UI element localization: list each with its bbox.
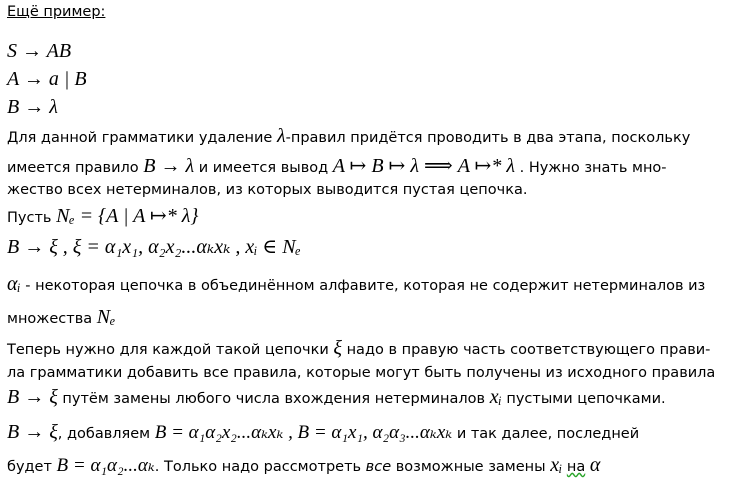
xi-math: ξ — [333, 337, 342, 359]
alpha-i-math: αᵢ — [7, 273, 21, 295]
para1-line3 — [7, 182, 527, 198]
para2-text-d: путём замены любого числа вхождения нетерминалов — [62, 391, 486, 407]
para1-derivation-math: A ↦ B ↦ λ ⟹ A ↦* λ — [332, 155, 515, 177]
xi-line — [7, 234, 301, 259]
rule-1 — [7, 40, 71, 63]
para1-lambda: λ — [276, 125, 286, 147]
let-word: Пусть — [7, 210, 52, 226]
final-formula-1: B = α₁α₂x₂...αₖxₖ , — [154, 422, 293, 443]
last-alpha-math: α — [589, 454, 601, 476]
rule-1-math: S → AB — [7, 40, 72, 62]
para2-line2 — [7, 365, 715, 381]
heading — [7, 4, 105, 20]
rule-2-math: A → a | B — [7, 68, 87, 90]
rule-3 — [7, 96, 58, 119]
ne-math: Nₑ — [96, 306, 116, 328]
alpha-line — [7, 273, 705, 296]
para1-text-c: имеется правило — [7, 160, 139, 176]
last-text-c: возможные замены — [395, 459, 546, 475]
para2-text-c: ла грамматики добавить все правила, которые могут быть получены из исходного правила — [7, 365, 716, 381]
para2-text-b: надо в правую часть соответствующего прави- — [346, 342, 711, 358]
ne-set-math: Nₑ = {A | A ↦* λ} — [56, 205, 199, 227]
para2-line1 — [7, 337, 710, 360]
para1-rule-math: B → λ — [143, 155, 195, 177]
para2-text-e: пустыми цепочками. — [506, 391, 666, 407]
last-text-d: на — [566, 459, 586, 475]
b-to-xi-math: B → ξ — [7, 386, 58, 408]
last-formula: B = α₁α₂...αₖ — [56, 455, 155, 476]
set-text: множества — [7, 311, 93, 327]
para2-line3 — [7, 386, 666, 409]
para1-text-d: и имеется вывод — [198, 160, 329, 176]
final-rule-math: B → ξ — [7, 421, 58, 443]
last-text-b: . Только надо рассмотреть — [154, 459, 362, 475]
let-line — [7, 203, 198, 228]
para1-text-b: -правил придётся проводить в два этапа, поскольку — [285, 130, 691, 146]
rule-2 — [7, 68, 87, 91]
para1-text-a: Для данной грамматики удаление — [7, 130, 273, 146]
para1-text-f: жество всех нетерминалов, из которых выводится пустая цепочка. — [7, 182, 528, 198]
last-line — [7, 454, 600, 477]
set-line — [7, 306, 115, 329]
para2-text-a: Теперь нужно для каждой такой цепочки — [7, 342, 329, 358]
xi-var-math: xᵢ — [489, 386, 502, 408]
para1-line1 — [7, 125, 690, 148]
final-line — [7, 421, 639, 444]
para1-text-e: . Нужно знать мно- — [519, 160, 667, 176]
heading-text: Ещё пример: — [7, 4, 106, 20]
rule-3-math: B → λ — [7, 96, 58, 118]
xi-definition-math: B → ξ , ξ = α₁x₁, α₂x₂...αₖxₖ , xᵢ ∈ Nₑ — [7, 236, 301, 258]
last-xi-math: xᵢ — [550, 454, 563, 476]
final-text-a: , добавляем — [57, 426, 151, 442]
final-formula-2: B = α₁x₁, α₂α₃...αₖxₖ — [297, 422, 453, 443]
last-text-emphasis: все — [365, 459, 392, 475]
final-text-b: и так далее, последней — [456, 426, 640, 442]
last-text-a: будет — [7, 459, 52, 475]
para1-line2 — [7, 153, 667, 178]
alpha-description: - некоторая цепочка в объединённом алфавите, которая не содержит нетерминалов из — [25, 278, 706, 294]
